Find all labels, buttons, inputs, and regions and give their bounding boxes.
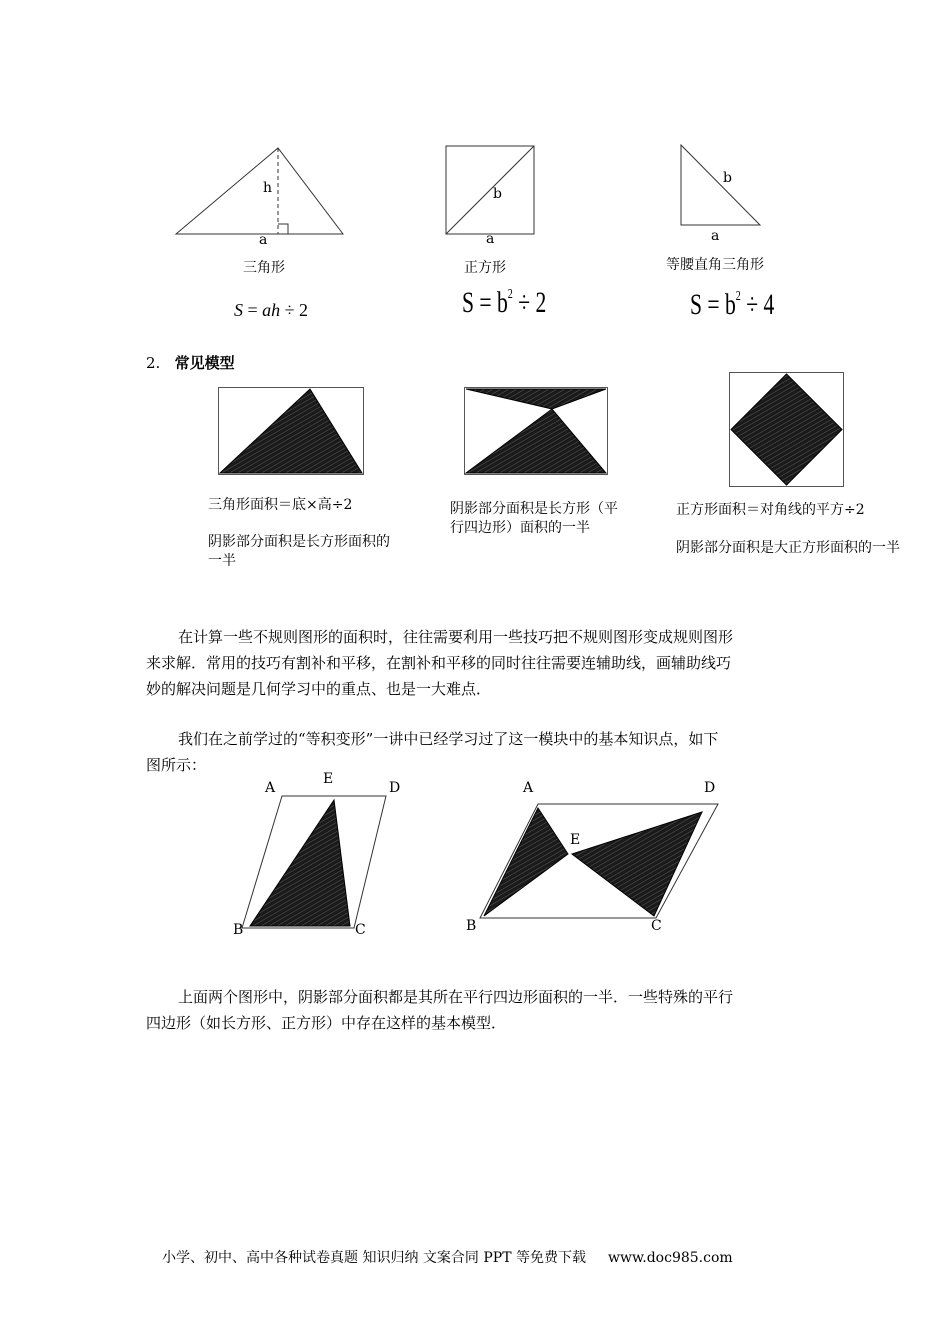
formula-term: ah xyxy=(262,300,281,320)
footer-url[interactable]: www.doc985.com xyxy=(607,1250,733,1266)
footer-text: 小学、初中、高中各种试卷真题 知识归纳 文案合同 PPT 等免费下载 xyxy=(162,1250,586,1266)
paragraph-1-line3: 妙的解决问题是几何学习中的重点、也是一大难点． xyxy=(146,680,492,698)
triangle-area-formula xyxy=(234,300,308,321)
model-2-caption xyxy=(450,500,618,538)
left-label-A: A xyxy=(265,780,276,796)
square-label-b: b xyxy=(493,186,502,202)
section-heading xyxy=(146,352,235,373)
formula-divisor: ÷ 4 xyxy=(740,288,775,321)
section-number: 2. xyxy=(146,354,161,372)
left-label-B: B xyxy=(233,922,244,938)
formula-exponent: 2 xyxy=(735,289,741,304)
model-rect-triangle xyxy=(218,387,364,475)
model-1-line1: 三角形面积＝底×高÷2 xyxy=(208,497,353,513)
section-title: 常见模型 xyxy=(174,354,235,372)
right-tri-label-b: b xyxy=(723,170,732,186)
model-2-line1: 阴影部分面积是长方形（平 xyxy=(450,501,618,517)
formula-term: b xyxy=(496,286,508,319)
right-label-E: E xyxy=(570,832,581,848)
model-3-line1: 正方形面积＝对角线的平方÷2 xyxy=(676,502,865,518)
paragraph-3-line2: 四边形（如长方形、正方形）中存在这样的基本模型． xyxy=(146,1014,507,1032)
paragraph-1-line2: 来求解．常用的技巧有割补和平移，在割补和平移的同时往往需要连辅助线，画辅助线巧 xyxy=(146,654,732,672)
left-label-E: E xyxy=(323,771,334,787)
model-3-caption xyxy=(676,501,900,558)
paragraph-2-line1: 我们在之前学过的“等积变形”一讲中已经学习过了这一模块中的基本知识点，如下 xyxy=(178,730,719,748)
formula-divisor: ÷ 2 xyxy=(280,300,309,320)
model-1-line3: 一半 xyxy=(208,553,236,569)
paragraph-3-line1: 上面两个图形中，阴影部分面积都是其所在平行四边形面积的一半．一些特殊的平行 xyxy=(178,988,734,1006)
triangle-caption: 三角形 xyxy=(243,260,285,276)
triangle-figure xyxy=(170,140,350,240)
parallelogram-right xyxy=(476,798,722,922)
formula-term: b xyxy=(724,288,736,321)
square-area-formula xyxy=(462,286,546,320)
model-2-line2: 行四边形）面积的一半 xyxy=(450,520,590,536)
formula-equals: = xyxy=(474,286,497,319)
triangle-label-a: a xyxy=(259,232,268,248)
right-label-A: A xyxy=(523,780,534,796)
square-label-a: a xyxy=(486,231,495,247)
right-label-D: D xyxy=(704,780,716,796)
right-label-B: B xyxy=(466,918,477,934)
paragraph-1 xyxy=(146,624,826,702)
formula-symbol: S xyxy=(462,286,475,319)
formula-symbol: S xyxy=(690,288,703,321)
formula-divisor: ÷ 2 xyxy=(512,286,547,319)
paragraph-3 xyxy=(146,984,826,1036)
formula-equals: = xyxy=(243,300,263,320)
paragraph-2 xyxy=(146,726,826,778)
model-square-diamond xyxy=(729,372,845,488)
left-label-D: D xyxy=(389,780,401,796)
right-isosceles-figure xyxy=(676,140,776,240)
paragraph-1-line1: 在计算一些不规则图形的面积时，往往需要利用一些技巧把不规则图形变成规则图形 xyxy=(178,628,734,646)
model-1-caption xyxy=(208,496,390,571)
formula-symbol: S xyxy=(234,300,243,320)
formula-exponent: 2 xyxy=(507,287,513,302)
right-tri-caption: 等腰直角三角形 xyxy=(666,257,764,273)
square-caption: 正方形 xyxy=(464,260,506,276)
right-tri-label-a: a xyxy=(711,228,720,244)
right-label-C: C xyxy=(651,918,662,934)
parallelogram-left xyxy=(240,790,400,930)
paragraph-2-line2: 图所示： xyxy=(146,756,207,774)
square-figure xyxy=(440,140,540,240)
right-tri-area-formula xyxy=(690,288,774,322)
formula-equals: = xyxy=(702,288,725,321)
model-1-line2: 阴影部分面积是长方形面积的 xyxy=(208,534,390,550)
page-footer xyxy=(162,1247,733,1267)
triangle-label-h: h xyxy=(263,180,273,196)
model-3-line2: 阴影部分面积是大正方形面积的一半 xyxy=(676,540,900,556)
left-label-C: C xyxy=(355,922,366,938)
model-rect-two-triangles xyxy=(464,387,608,475)
